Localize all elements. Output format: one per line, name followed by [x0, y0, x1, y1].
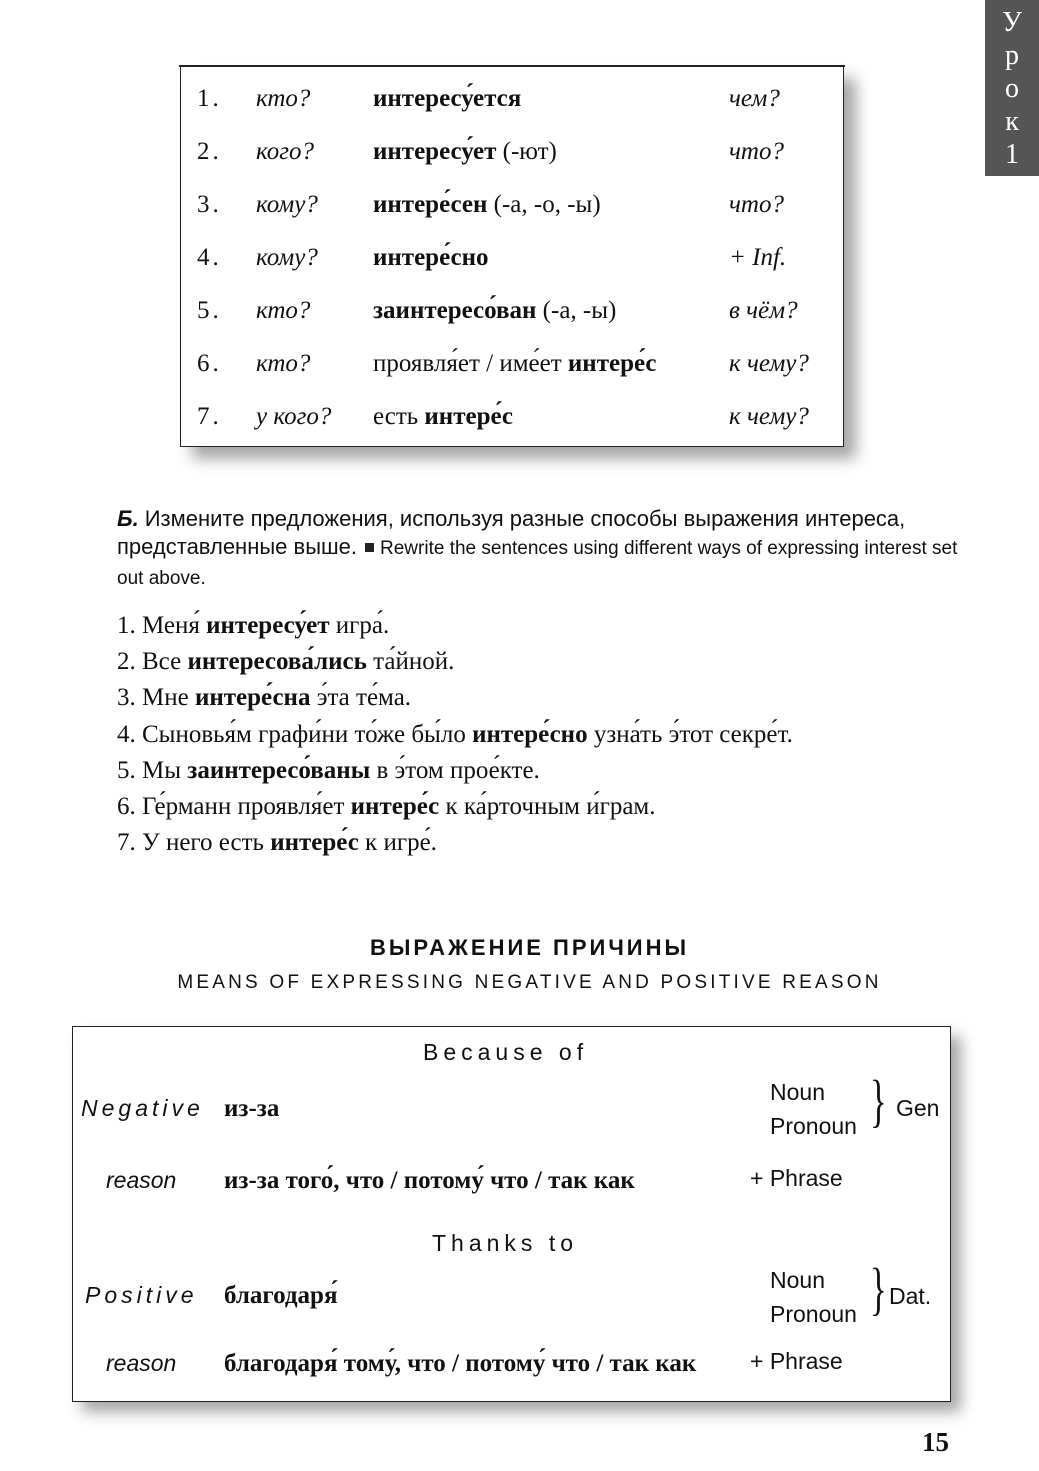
reason-table [72, 1026, 951, 1402]
sentence-post: игра́. [329, 612, 390, 639]
sentence-bold: интере́с [270, 829, 359, 857]
right-brace-icon: } [870, 1256, 887, 1321]
row-object: что? [729, 138, 784, 165]
row-object: к чему? [729, 350, 809, 377]
row-number: 6. [197, 350, 222, 377]
right-brace-icon: } [870, 1068, 887, 1133]
table-row [181, 85, 843, 125]
sentence-post: та́йной. [366, 648, 455, 676]
verb-pre: есть [373, 403, 425, 430]
noun-pronoun-group [770, 1263, 857, 1331]
table-row [181, 403, 843, 443]
row-number: 5. [197, 297, 222, 324]
sentence-bold: интере́с [350, 793, 440, 821]
list-item [117, 717, 793, 753]
row-object: к чему? [729, 403, 809, 430]
negative-phrase: из-за того́, что / потому́ что / так как [224, 1167, 635, 1194]
negative-reason-label: reason [106, 1167, 177, 1193]
list-item [117, 789, 793, 825]
row-verb [373, 138, 557, 166]
tab-letter: к [1005, 106, 1019, 137]
verb-rest: (-а, -ы) [536, 297, 617, 324]
row-number: 1. [197, 85, 222, 112]
dat-label: Dat. [889, 1283, 932, 1309]
negative-label: Negative [81, 1095, 204, 1121]
row-verb [373, 191, 601, 219]
gen-label: Gen [896, 1095, 940, 1121]
sentence-bold: заинтересо́ваны [187, 756, 371, 784]
section-title-ru: ВЫРАЖЕНИЕ ПРИЧИНЫ [369, 935, 690, 960]
sentence-pre: 2. Все [117, 648, 188, 676]
row-number: 2. [197, 138, 222, 165]
noun-label: Noun [770, 1267, 825, 1293]
row-number: 7. [197, 403, 222, 430]
row-number: 3. [197, 191, 222, 218]
row-verb [373, 350, 656, 378]
row-question: кому? [256, 191, 318, 218]
exercise-sentences [117, 608, 793, 861]
row-question: у кого? [256, 403, 332, 430]
sentence-pre: 3. Мне [117, 684, 195, 712]
instruction-en: Rewrite the sentences using different ways of expressing interest set out above. [117, 538, 958, 589]
sentence-post: к ка́рточным и́грам. [439, 793, 656, 821]
tab-letter: У [1002, 7, 1022, 38]
verb-bold: интересу́ет [373, 138, 497, 165]
row-object: + Inf. [729, 244, 787, 271]
table-row [181, 244, 843, 284]
table-row [181, 297, 843, 337]
sentence-pre: 5. Мы [117, 756, 188, 784]
sentence-pre: 4. Сыновья́м графи́ни то́же бы́ло [117, 720, 473, 748]
pronoun-label: Pronoun [770, 1113, 857, 1139]
page-number: 15 [922, 1427, 949, 1457]
section-title-en: MEANS OF EXPRESSING NEGATIVE AND POSITIVE REASON [177, 972, 882, 993]
row-question: кому? [256, 244, 318, 271]
sentence-post: в э́том прое́кте. [370, 756, 540, 784]
interest-table [180, 66, 844, 447]
verb-bold: заинтересо́ван [373, 297, 537, 324]
row-verb [373, 85, 521, 113]
sentence-bold: интере́сна [194, 684, 311, 712]
row-question: кто? [256, 297, 311, 324]
tab-letter: р [1005, 40, 1019, 71]
table-row [181, 191, 843, 231]
row-verb [373, 403, 513, 431]
sentence-post: узна́ть э́тот секре́т. [587, 720, 793, 748]
thanks-to-heading: Thanks to [432, 1230, 578, 1256]
because-of-heading: Because of [423, 1039, 589, 1065]
table-row [181, 138, 843, 178]
verb-bold: интере́сно [373, 244, 489, 271]
tab-letter: о [1005, 73, 1019, 104]
list-item [117, 680, 793, 716]
verb-bold: интере́с [424, 403, 513, 430]
exercise-instruction [117, 505, 967, 593]
list-item [117, 825, 793, 861]
verb-bold: интере́сен [373, 191, 488, 218]
sentence-post: э́та те́ма. [310, 684, 412, 712]
lesson-tab [985, 0, 1039, 176]
positive-word: благодаря́ [224, 1282, 338, 1309]
positive-label: Positive [85, 1282, 198, 1308]
row-question: кто? [256, 350, 311, 377]
instruction-ru: Измените предложения, используя разные способы выражения интереса, представленные выше. [117, 506, 906, 559]
verb-rest: (-ют) [496, 138, 557, 165]
row-verb [373, 244, 489, 272]
verb-rest: (-а, -о, -ы) [487, 191, 601, 218]
sentence-pre: 1. Меня́ [117, 612, 207, 639]
row-verb [373, 297, 616, 325]
noun-pronoun-group [770, 1075, 857, 1143]
list-item [117, 753, 793, 789]
verb-bold: интере́с [567, 350, 657, 377]
pronoun-label: Pronoun [770, 1301, 857, 1327]
verb-pre: проявля́ет / име́ет [373, 350, 568, 377]
positive-phrase: благодаря́ тому́, что / потому́ что / так как [224, 1350, 697, 1377]
table-row [181, 350, 843, 390]
row-object: что? [729, 191, 784, 218]
sentence-pre: 7. У него есть [117, 829, 271, 857]
square-bullet-icon [365, 543, 374, 552]
positive-plus-phrase: + Phrase [750, 1348, 843, 1374]
sentence-post: к игре́. [358, 829, 437, 857]
exercise-label: Б. [117, 506, 139, 531]
row-object: в чём? [729, 297, 798, 324]
list-item [117, 644, 793, 680]
verb-bold: интересу́ется [373, 85, 522, 112]
list-item [117, 608, 793, 644]
sentence-bold: интере́сно [472, 720, 588, 748]
row-question: кто? [256, 85, 311, 112]
row-object: чем? [729, 85, 780, 112]
noun-label: Noun [770, 1079, 825, 1105]
positive-reason-label: reason [106, 1350, 177, 1376]
row-number: 4. [197, 244, 222, 271]
sentence-bold: интересова́лись [187, 648, 367, 676]
tab-letter: 1 [1005, 139, 1019, 170]
sentence-pre: 6. Ге́рманн проявля́ет [117, 793, 351, 821]
negative-plus-phrase: + Phrase [750, 1165, 843, 1191]
table-top-rule [179, 65, 845, 67]
row-question: кого? [256, 138, 314, 165]
negative-word: из-за [224, 1095, 280, 1122]
sentence-bold: интересу́ет [206, 612, 330, 639]
